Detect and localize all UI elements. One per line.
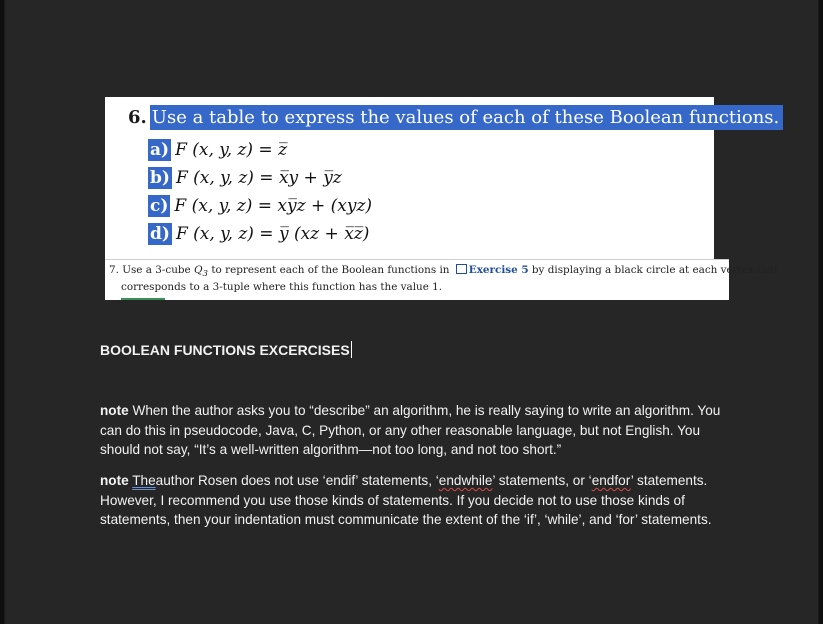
function-a bbox=[148, 139, 287, 161]
function-expression: F (x, y, z) = z̅ bbox=[175, 140, 288, 160]
q3-symbol bbox=[194, 264, 209, 280]
q7-text-start: 7. Use a 3-cube bbox=[109, 264, 191, 276]
q3-subscript: 3 bbox=[202, 269, 209, 280]
note-text-a: author Rosen does not use ‘endif’ statements, ‘ bbox=[155, 473, 439, 488]
green-underline bbox=[121, 298, 165, 300]
question-number: 6. bbox=[128, 106, 147, 128]
heading-text: BOOLEAN FUNCTIONS EXCERCISES bbox=[100, 342, 350, 358]
q7-text-end: by displaying a black circle at each vertex that bbox=[531, 264, 779, 276]
function-d bbox=[148, 223, 369, 245]
function-expression: F (x, y, z) = x̅y + y̅z bbox=[175, 168, 342, 188]
question-6 bbox=[128, 103, 783, 131]
question-7-image[interactable] bbox=[105, 259, 779, 300]
note-label: note bbox=[100, 473, 129, 488]
function-label: c) bbox=[150, 196, 169, 216]
note-label: note bbox=[100, 403, 129, 418]
note-text: When the author asks you to “describe” an algorithm, he is really saying to write an algorithm. You can do this in pseudocode, Java, C, Python, or any other reasonable language, but not English. You should not say, “It’s a well-written algorithm—not too long, and not too short.” bbox=[100, 403, 721, 457]
function-label: d) bbox=[150, 224, 170, 244]
document-page[interactable] bbox=[5, 0, 818, 624]
question-7-line-2: corresponds to a 3-tuple where this function has the value 1. bbox=[121, 281, 443, 293]
function-expression: F (x, y, z) = xy̅z + (xyz) bbox=[174, 196, 373, 216]
spelling-flag-endwhile[interactable]: endwhile bbox=[438, 473, 493, 488]
function-b bbox=[148, 167, 342, 189]
function-label: b) bbox=[150, 168, 170, 188]
function-label: a) bbox=[150, 140, 170, 160]
function-c bbox=[148, 195, 372, 217]
exercise-5-link[interactable]: Exercise 5 bbox=[468, 264, 529, 276]
note-paragraph-2[interactable] bbox=[100, 471, 735, 530]
note-text-c: ’ statements. However, I recommend you use those kinds of statements. If you decide not to use those kinds of statements, then your indentation must communicate the extent of the ‘if’, ‘while’, and ‘for’ statements. bbox=[100, 473, 712, 527]
function-expression: F (x, y, z) = y̅ (xz + x̅z̅) bbox=[175, 224, 370, 244]
section-heading[interactable] bbox=[100, 341, 735, 358]
question-7-line-1 bbox=[109, 264, 778, 279]
external-link-icon bbox=[456, 264, 467, 274]
grammar-flag-the[interactable]: The bbox=[132, 473, 156, 488]
text-cursor bbox=[351, 341, 352, 358]
note-text-b: ’ statements, or ‘ bbox=[492, 473, 592, 488]
spelling-flag-endfor[interactable]: endfor bbox=[591, 473, 631, 488]
q7-text-middle: to represent each of the Boolean functions in bbox=[211, 264, 450, 276]
question-text: Use a table to express the values of each of these Boolean functions. bbox=[150, 105, 783, 130]
q3-letter: Q bbox=[194, 264, 203, 276]
note-paragraph-1[interactable] bbox=[100, 401, 735, 460]
boolean-functions-image[interactable] bbox=[105, 97, 780, 259]
